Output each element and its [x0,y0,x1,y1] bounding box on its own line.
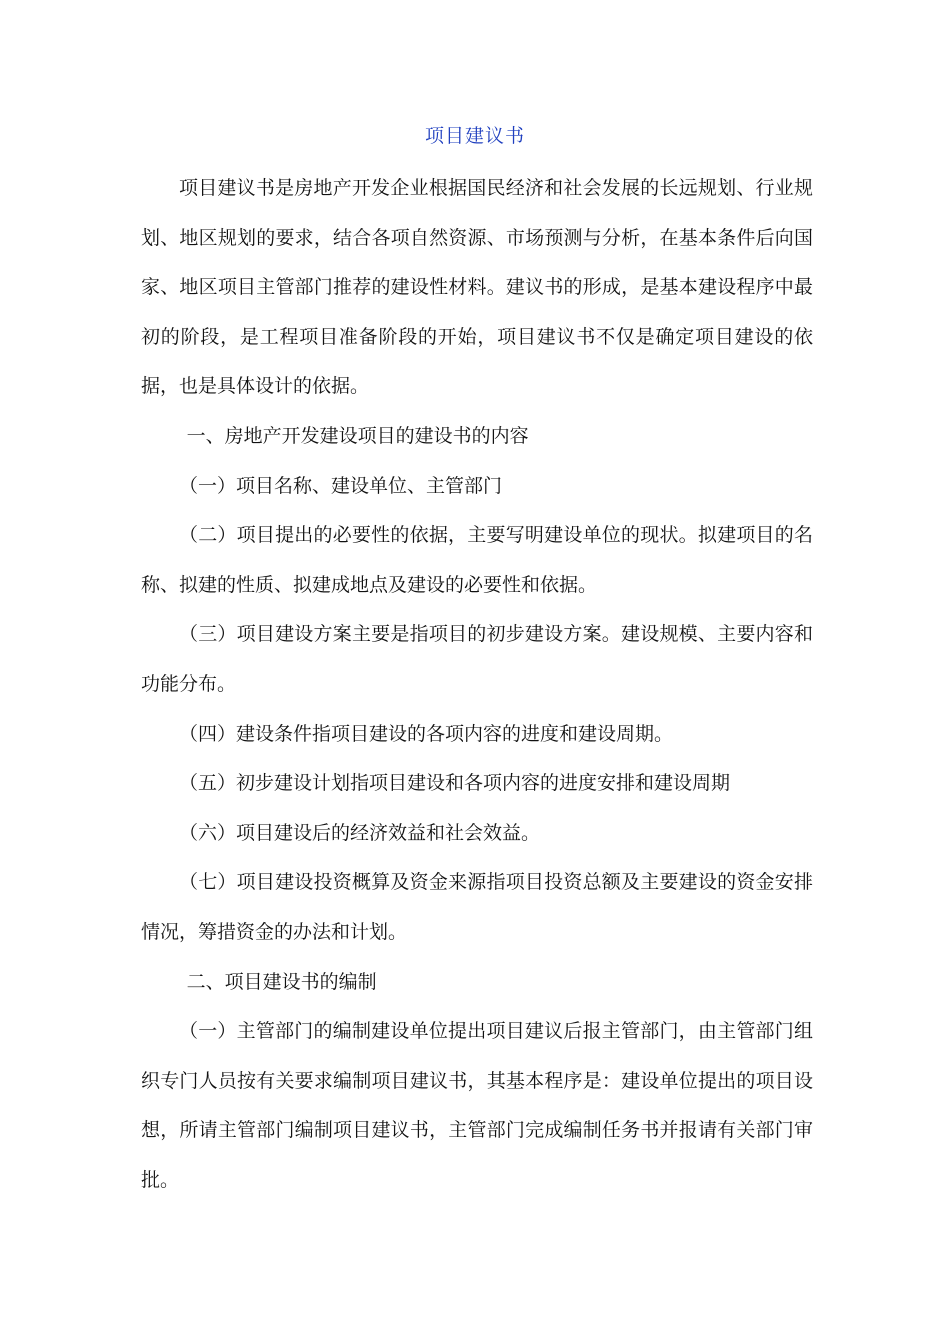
document-body [141,164,813,1205]
list-item: （三）项目建设方案主要是指项目的初步建设方案。建设规模、主要内容和功能分布。 [141,623,813,695]
section-heading-1: 一、房地产开发建设项目的建设书的内容 [186,424,529,447]
list-item: （一）项目名称、建设单位、主管部门 [179,474,503,497]
list-item: （四）建设条件指项目建设的各项内容的进度和建设周期。 [179,722,674,745]
document-title: 项目建议书 [424,125,525,147]
list-item: （七）项目建设投资概算及资金来源指项目投资总额及主要建设的资金安排情况，筹措资金的办法和计划。 [141,871,813,943]
section-heading-2: 二、项目建设书的编制 [186,970,377,993]
list-item: （一）主管部门的编制建设单位提出项目建议后报主管部门，由主管部门组织专门人员按有关要求编制项目建议书，其基本程序是：建设单位提出的项目设想，所请主管部门编制项目建议书，主管部门完成编制任务书并报请有关部门审批。 [141,1020,813,1191]
list-item: （五）初步建设计划指项目建设和各项内容的进度安排和建设周期 [179,772,731,795]
intro-paragraph: 项目建议书是房地产开发企业根据国民经济和社会发展的长远规划、行业规划、地区规划的要求，结合各项自然资源、市场预测与分析，在基本条件后向国家、地区项目主管部门推荐的建设性材料。建议书的形成，是基本建设程序中最初的阶段，是工程项目准备阶段的开始，项目建议书不仅是确定项目建设的依据，也是具体设计的依据。 [141,177,813,398]
list-item: （二）项目提出的必要性的依据，主要写明建设单位的现状。拟建项目的名称、拟建的性质、拟建成地点及建设的必要性和依据。 [141,524,813,596]
list-item: （六）项目建设后的经济效益和社会效益。 [179,821,541,844]
